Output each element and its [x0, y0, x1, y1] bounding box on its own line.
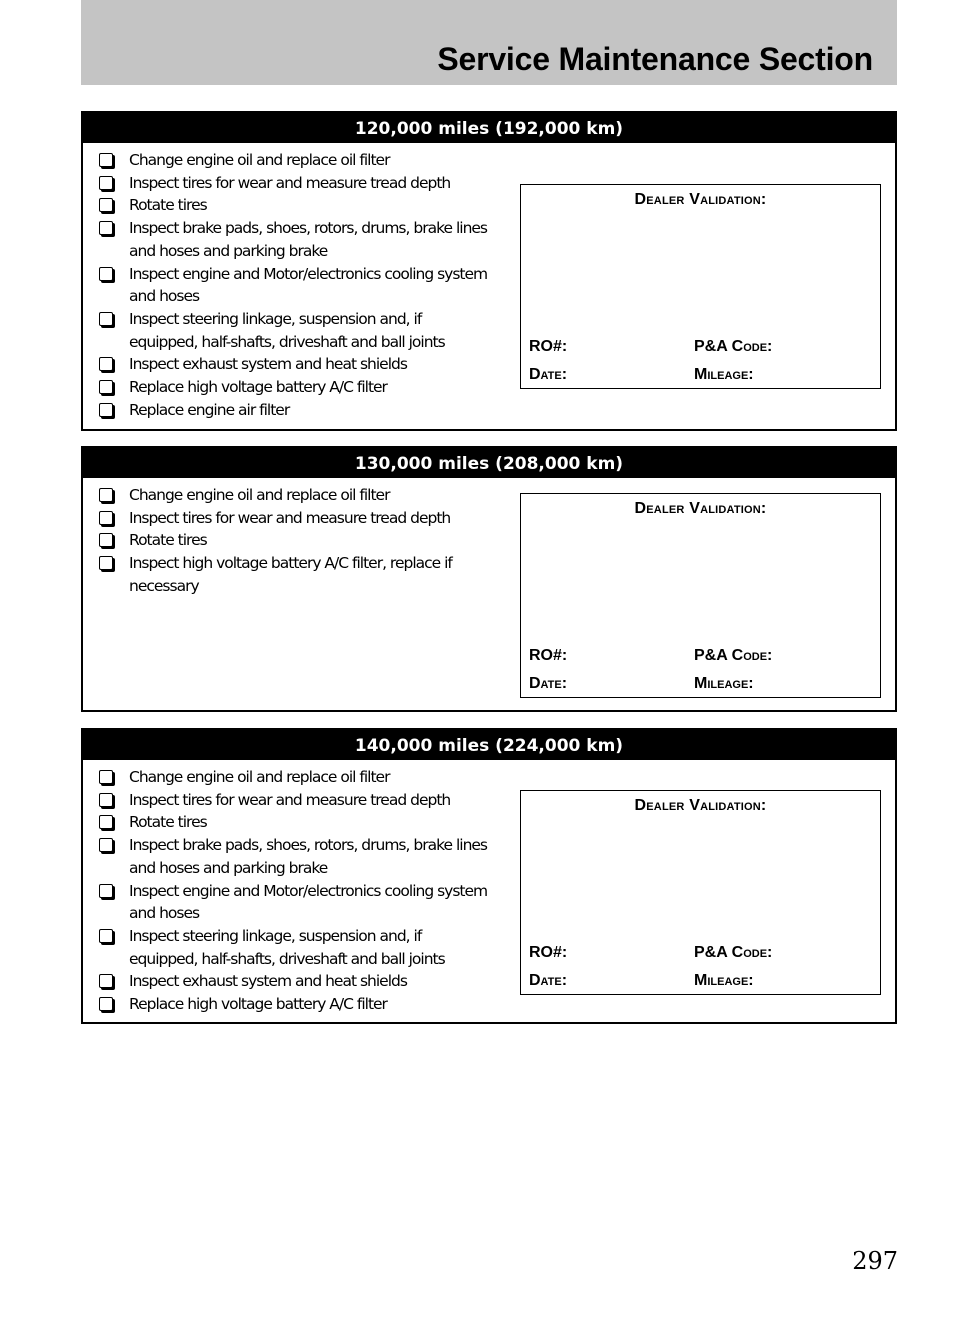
task-label: Inspect steering linkage, suspension and, if equipped, half-shafts, driveshaft and ball joints — [129, 926, 445, 968]
task-item[interactable] — [98, 789, 490, 812]
date-label: Date: — [529, 972, 568, 989]
checkbox-icon[interactable] — [99, 511, 113, 525]
maintenance-section-140000 — [81, 728, 897, 1024]
task-item[interactable] — [98, 149, 490, 172]
checkbox-icon[interactable] — [99, 403, 113, 417]
checkbox-icon[interactable] — [99, 997, 113, 1011]
task-item[interactable] — [98, 766, 490, 789]
task-item[interactable] — [98, 172, 490, 195]
task-label: Inspect engine and Motor/electronics cooling system and hoses — [129, 881, 488, 923]
checkbox-icon[interactable] — [99, 221, 113, 235]
task-list — [98, 484, 490, 598]
task-item[interactable] — [98, 194, 490, 217]
dealer-validation-box — [520, 184, 881, 389]
dealer-validation-label: Dealer Validation: — [634, 500, 767, 517]
dealer-validation-label: Dealer Validation: — [634, 191, 767, 208]
task-label: Inspect exhaust system and heat shields — [129, 972, 407, 991]
task-item[interactable] — [98, 376, 490, 399]
checkbox-icon[interactable] — [99, 556, 113, 570]
task-item[interactable] — [98, 507, 490, 530]
task-item[interactable] — [98, 880, 490, 925]
page-title: Service Maintenance Section — [437, 41, 873, 77]
task-item[interactable] — [98, 529, 490, 552]
checkbox-icon[interactable] — [99, 770, 113, 784]
checkbox-icon[interactable] — [99, 176, 113, 190]
mileage-label: Mileage: — [694, 366, 754, 383]
task-item[interactable] — [98, 263, 490, 308]
checkbox-icon[interactable] — [99, 153, 113, 167]
pa-code-label: P&A Code: — [694, 944, 773, 961]
date-label: Date: — [529, 366, 568, 383]
task-label: Replace engine air filter — [129, 400, 290, 419]
task-item[interactable] — [98, 993, 490, 1016]
section-heading: 120,000 miles (192,000 km) — [83, 113, 895, 143]
task-item[interactable] — [98, 308, 490, 353]
checkbox-icon[interactable] — [99, 838, 113, 852]
section-heading: 130,000 miles (208,000 km) — [83, 448, 895, 478]
task-label: Inspect tires for wear and measure tread depth — [129, 508, 451, 527]
checkbox-icon[interactable] — [99, 815, 113, 829]
task-item[interactable] — [98, 925, 490, 970]
date-label: Date: — [529, 675, 568, 692]
checkbox-icon[interactable] — [99, 380, 113, 394]
task-item[interactable] — [98, 552, 490, 597]
task-item[interactable] — [98, 484, 490, 507]
task-label: Inspect tires for wear and measure tread depth — [129, 790, 451, 809]
task-list — [98, 149, 490, 421]
checkbox-icon[interactable] — [99, 929, 113, 943]
dealer-validation-label: Dealer Validation: — [634, 797, 767, 814]
mileage-label: Mileage: — [694, 675, 754, 692]
task-item[interactable] — [98, 834, 490, 879]
task-item[interactable] — [98, 353, 490, 376]
task-label: Inspect engine and Motor/electronics cooling system and hoses — [129, 264, 488, 306]
maintenance-section-120000 — [81, 111, 897, 431]
task-item[interactable] — [98, 399, 490, 422]
page-number: 297 — [852, 1247, 898, 1275]
mileage-label: Mileage: — [694, 972, 754, 989]
task-item[interactable] — [98, 970, 490, 993]
task-label: Change engine oil and replace oil filter — [129, 151, 390, 169]
task-label: Inspect steering linkage, suspension and, if equipped, half-shafts, driveshaft and ball joints — [129, 309, 445, 351]
task-label: Inspect brake pads, shoes, rotors, drums, brake lines and hoses and parking brake — [129, 836, 488, 877]
checkbox-icon[interactable] — [99, 198, 113, 212]
checkbox-icon[interactable] — [99, 312, 113, 326]
task-label: Rotate tires — [129, 196, 207, 215]
task-label: Inspect tires for wear and measure tread depth — [129, 173, 451, 192]
task-label: Replace high voltage battery A/C filter — [129, 378, 387, 397]
checkbox-icon[interactable] — [99, 974, 113, 988]
task-label: Inspect high voltage battery A/C filter, replace if necessary — [129, 554, 452, 595]
pa-code-label: P&A Code: — [694, 647, 773, 664]
ro-number-label: RO#: — [529, 338, 568, 355]
task-label: Inspect brake pads, shoes, rotors, drums, brake lines and hoses and parking brake — [129, 219, 488, 260]
checkbox-icon[interactable] — [99, 267, 113, 281]
task-list — [98, 766, 490, 1016]
checkbox-icon[interactable] — [99, 488, 113, 502]
section-heading: 140,000 miles (224,000 km) — [83, 730, 895, 760]
header-band — [81, 0, 897, 85]
checkbox-icon[interactable] — [99, 793, 113, 807]
task-item[interactable] — [98, 811, 490, 834]
task-label: Change engine oil and replace oil filter — [129, 768, 390, 786]
dealer-validation-box — [520, 790, 881, 995]
task-label: Replace high voltage battery A/C filter — [129, 995, 387, 1014]
ro-number-label: RO#: — [529, 647, 568, 664]
checkbox-icon[interactable] — [99, 533, 113, 547]
checkbox-icon[interactable] — [99, 357, 113, 371]
task-label: Rotate tires — [129, 531, 207, 550]
checkbox-icon[interactable] — [99, 884, 113, 898]
task-label: Inspect exhaust system and heat shields — [129, 355, 407, 374]
task-label: Rotate tires — [129, 813, 207, 832]
task-label: Change engine oil and replace oil filter — [129, 486, 390, 504]
dealer-validation-box — [520, 493, 881, 698]
ro-number-label: RO#: — [529, 944, 568, 961]
pa-code-label: P&A Code: — [694, 338, 773, 355]
task-item[interactable] — [98, 217, 490, 262]
maintenance-section-130000 — [81, 446, 897, 712]
